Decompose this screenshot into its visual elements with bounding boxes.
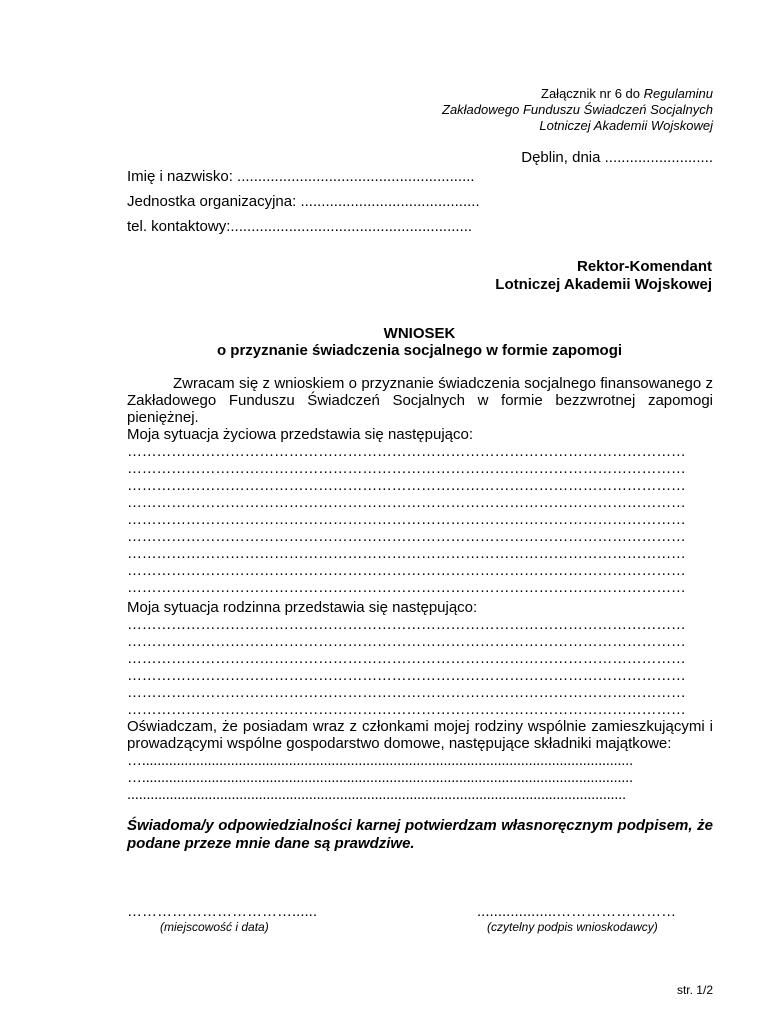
place-date-field[interactable]: Dęblin, dnia .......................... [521,149,713,166]
document-body [127,375,713,853]
applicant-signature-line[interactable]: ...................…………………… [477,903,677,920]
life-situation-line[interactable]: …………………………………………………………………………………………………… [127,494,686,511]
life-situation-line[interactable]: …………………………………………………………………………………………………… [127,528,686,545]
family-situation-lines[interactable] [127,616,713,718]
org-unit-field[interactable]: Jednostka organizacyjna: ........................................... [127,193,480,210]
recipient-line1: Rektor-Komendant [576,258,712,275]
family-situation-line[interactable]: …………………………………………………………………………………………………… [127,684,686,701]
request-paragraph: Zwracam się z wnioskiem o przyznanie świadczenia socjalnego finansowanego z Zakładowego Funduszu Świadczeń Socjalnych w formie bezzwrotnej zapomogi pieniężnej. [127,375,713,426]
family-situation-line[interactable]: …………………………………………………………………………………………………… [127,650,686,667]
name-field[interactable]: Imię i nazwisko: ......................................................... [127,168,475,185]
attachment-note [442,86,713,134]
attachment-note-line1: Załącznik nr 6 do Regulaminu [541,86,713,101]
place-date-signature-line[interactable]: ……………………………...... [127,903,318,920]
assets-line[interactable]: …............................................................................................................................... [127,769,633,786]
life-situation-lines[interactable] [127,443,713,596]
recipient-block [495,258,712,294]
recipient-line2: Lotniczej Akademii Wojskowej [495,276,712,293]
declaration-statement: Świadoma/y odpowiedzialności karnej potwierdzam własnoręcznym podpisem, że podane przeze mnie dane są prawdziwe. [127,817,713,852]
family-situation-line[interactable]: …………………………………………………………………………………………………… [127,667,686,684]
applicant-signature-caption: (czytelny podpis wnioskodawcy) [487,920,658,934]
life-situation-label: Moja sytuacja życiowa przedstawia się następująco: [127,426,474,443]
assets-line[interactable]: ................................................................................................................................. [127,786,626,803]
life-situation-line[interactable]: …………………………………………………………………………………………………… [127,443,686,460]
phone-field[interactable]: tel. kontaktowy:.......................................................... [127,218,473,235]
title-sub: o przyznanie świadczenia socjalnego w formie zapomogi [216,342,623,359]
family-situation-line[interactable]: …………………………………………………………………………………………………… [127,701,686,718]
life-situation-line[interactable]: …………………………………………………………………………………………………… [127,579,686,596]
life-situation-line[interactable]: …………………………………………………………………………………………………… [127,511,686,528]
assets-statement: Oświadczam, że posiadam wraz z członkami mojej rodziny wspólnie zamieszkującymi i prowadzącymi wspólne gospodarstwo domowe, następujące składniki majątkowe: [127,718,713,752]
assets-lines[interactable] [127,752,713,803]
family-situation-label: Moja sytuacja rodzinna przedstawia się następująco: [127,599,478,616]
assets-line[interactable]: …............................................................................................................................... [127,752,633,769]
life-situation-line[interactable]: …………………………………………………………………………………………………… [127,460,686,477]
attachment-note-line3: Lotniczej Akademii Wojskowej [539,118,713,133]
life-situation-line[interactable]: …………………………………………………………………………………………………… [127,562,686,579]
family-situation-line[interactable]: …………………………………………………………………………………………………… [127,633,686,650]
place-date-caption: (miejscowość i data) [160,920,269,934]
life-situation-line[interactable]: …………………………………………………………………………………………………… [127,545,686,562]
applicant-details [127,164,480,239]
title-main: WNIOSEK [383,325,456,342]
page-number: str. 1/2 [676,983,713,997]
attachment-note-line2: Zakładowego Funduszu Świadczeń Socjalnych [442,102,713,117]
document-title [127,325,712,359]
life-situation-line[interactable]: …………………………………………………………………………………………………… [127,477,686,494]
family-situation-line[interactable]: …………………………………………………………………………………………………… [127,616,686,633]
